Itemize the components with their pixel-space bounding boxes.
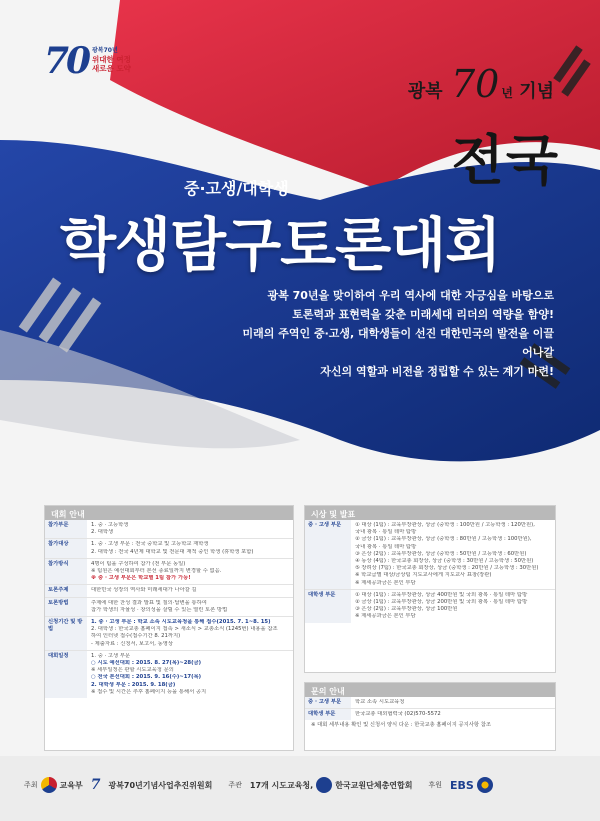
info-row-line: 2. 대학생 — [91, 529, 114, 536]
info-row-line: 대한민국 성장의 역사와 미래세대가 나아갈 길 — [91, 587, 197, 594]
info-row — [45, 520, 293, 539]
anniversary-heading — [408, 62, 554, 106]
main-title: 학생탐구토론대회 — [60, 211, 501, 279]
host1: 교육부 — [59, 780, 83, 790]
intro-line1: 광복 70년을 맞이하여 우리 역사에 대한 자긍심을 바탕으로 — [267, 289, 554, 302]
info-row-label: 토론방법 — [45, 598, 87, 616]
info-row-line: ※ 중 · 고생 부문은 학교별 1팀 참가 가능! — [91, 575, 191, 582]
award-row-line: 국내 광복 · 통일 테마 탐방 — [355, 543, 417, 550]
contact-row — [305, 697, 555, 709]
intro-line3: 미래의 주역인 중·고생, 대학생들이 선진 대한민국의 발전을 이끌어나갈 — [242, 327, 554, 359]
award-row — [305, 520, 555, 590]
awards-rows — [305, 520, 555, 623]
award-row-line: ※ 제세공과금은 본인 부담 — [355, 579, 416, 586]
contact-row-value — [351, 709, 555, 720]
logo-line3: 새로운 도약 — [92, 64, 131, 73]
award-row-line: ③ 은상 (2팀) : 교육부장관상, 상금 (중학생 : 50만원 / 고등학생 : 60만원) — [355, 550, 527, 557]
award-row-value — [351, 590, 555, 623]
organizer2: 한국교원단체총연합회 — [335, 780, 413, 790]
info-row-line: ※ 세부일정은 관할 시도교육청 문의 — [91, 667, 174, 674]
intro-line4: 자신의 역할과 비전을 정립할 수 있는 계기 마련! — [320, 365, 554, 378]
info-row-line: ○ 시도 예선대회 : 2015. 8. 27(목)~28(금) — [91, 660, 202, 667]
award-row-line: ① 대상 (1팀) : 교육부장관상, 상금 (중학생 : 100만원 / 고등학생 : 120만원), — [355, 522, 535, 528]
contact-panel-title: 문의 안내 — [305, 683, 555, 697]
info-row — [45, 598, 293, 617]
contact-row — [305, 709, 555, 720]
ebs-logo-icon — [477, 777, 493, 793]
anniversary-logo — [44, 40, 154, 86]
info-row-value — [87, 617, 293, 650]
info-row-label: 대회일정 — [45, 651, 87, 698]
logo-number: 70 — [44, 40, 89, 82]
award-row-label: 중 · 고생 부문 — [305, 520, 351, 589]
info-row-label: 참가부문 — [45, 520, 87, 538]
info-row-value — [87, 520, 293, 538]
info-row-line: 하여 인터넷 접수(접수기간 8. 21까지) — [91, 633, 181, 640]
organizer-label: 주관 — [228, 781, 242, 789]
info-row-value — [87, 598, 293, 616]
award-row-line: 국내 광복 · 통일 테마 탐방 — [355, 529, 417, 536]
contact-rows — [305, 697, 555, 720]
anniv-prefix: 광복 — [407, 81, 443, 102]
awards-panel — [304, 505, 556, 673]
info-row-value — [87, 651, 293, 698]
award-row-line: ※ 학교급별 대상/금상팀 지도교사에게 지도교사 표창(장관) — [355, 572, 492, 579]
info-row — [45, 585, 293, 597]
info-row-value — [87, 585, 293, 596]
info-panel-title: 대회 안내 — [45, 506, 293, 520]
info-row-line: 2. 대학생 : 한국교총 홈페이지 접속 > 새소식 > 교총소식 (1245번) 내용을 참조 — [91, 626, 278, 633]
info-row-line: 4명이 팀을 구성하여 참가 (전 부문 동일) — [91, 560, 186, 567]
logo-line2: 위대한 여정 — [92, 55, 131, 64]
award-row-line: ⑤ 장려상 (7팀) : 한국교총 회장상, 상금 (중학생 : 20만원 / 고등학생 : 30만원) — [355, 565, 539, 572]
host2: 광복70년기념사업추진위원회 — [108, 780, 213, 790]
subtitle: 중·고생/대학생 — [184, 179, 289, 198]
award-row-line: ④ 동상 (4팀) : 한국교총 회장상, 상금 (중학생 : 30만원 / 고등학생 : 50만원) — [355, 558, 534, 565]
sponsor-label: 후원 — [428, 781, 443, 789]
info-row — [45, 539, 293, 558]
contact-row-value — [351, 697, 555, 708]
anniv-unit: 년 — [501, 86, 513, 100]
info-row-value — [87, 539, 293, 557]
info-rows — [45, 520, 293, 698]
info-row-line: 2. 대학생 : 전국 4년제 대학교 및 전문대 재적 중인 학생 (휴학생 포함) — [91, 548, 254, 555]
info-row — [45, 617, 293, 651]
anniv-suffix: 기념 — [519, 81, 554, 102]
intro-line2: 토론력과 표현력을 갖춘 미래세대 리더의 역량을 함양! — [292, 308, 554, 321]
info-row-value — [87, 559, 293, 585]
info-row-line: ※ 접수 및 시간은 추후 홈페이지 등을 통해서 공지 — [91, 688, 207, 695]
info-panel — [44, 505, 294, 751]
info-row — [45, 651, 293, 698]
info-row-line: ※ 팀원은 예선대회부터 본선 종료일까지 변경할 수 없음. — [91, 568, 222, 575]
sponsor: EBS — [450, 778, 474, 792]
award-row-line: ※ 제세공과금은 본인 부담 — [355, 613, 416, 620]
info-row-line: - 제출자료 : 신청서, 보고서, 동영상 — [91, 640, 174, 647]
moe-logo-icon — [41, 777, 57, 793]
kfta-logo-icon — [316, 777, 332, 793]
info-row-line: 1. 중 · 고생 부문 : 전국 중학교 및 고등학교 재학생 — [91, 541, 209, 548]
info-row-label: 신청기간 및 방법 — [45, 617, 87, 650]
award-row-line: ③ 은상 (2팀) : 교육부장관상, 상금 100만원 — [355, 606, 458, 613]
award-row-line: ② 금상 (1팀) : 교육부장관상, 상금 (중학생 : 80만원 / 고등학생 : 100만원), — [355, 536, 532, 543]
logo-line1: 광복70년 — [92, 47, 118, 54]
contact-row-label: 중 · 고생 부문 — [305, 697, 351, 708]
national-title: 전국 — [451, 129, 560, 192]
footer — [0, 756, 600, 821]
award-row-label: 대학생 부문 — [305, 590, 351, 623]
info-row — [45, 559, 293, 586]
anniv-number: 70 — [450, 62, 500, 106]
intro-text — [234, 286, 554, 381]
info-row-line: 1. 중 · 고등학생 — [91, 522, 129, 528]
info-row-line: 주제에 대한 찬성 결과 발표 및 질의·답변을 통하여 — [91, 599, 207, 606]
award-row-line: ① 대상 (1팀) : 교육부장관상, 상금 400만원 및 국외 광복 · 통일 테마 탐방 — [355, 591, 528, 598]
info-row-line: 1. 중 · 고생 부문 : 학교 소속 시도교육청을 통해 접수(2015. 7. 1~8. 15) — [91, 619, 271, 626]
contact-row-line: 한국교총 대외협력국 (02)570-5572 — [355, 711, 441, 718]
host-label: 주최 — [24, 781, 38, 789]
info-row-label: 참가방식 — [45, 559, 87, 585]
info-row-line: 2. 대학생 부문 : 2015. 9. 18(금) — [91, 681, 176, 688]
organizer1: 17개 시도교육청, — [249, 780, 314, 790]
info-row-line: 1. 중 · 고생 부문 — [91, 652, 131, 659]
info-row-label: 토론주제 — [45, 585, 87, 596]
contact-row-label: 대학생 부문 — [305, 709, 351, 720]
contact-panel — [304, 682, 556, 751]
contact-note: ※ 대회 세부내용 확인 및 신청서 양식 다운 : 한국교총 홈페이지 공지사항 참조 — [311, 722, 491, 729]
award-row-line: ② 금상 (1팀) : 교육부장관상, 상금 200만원 및 국외 광복 · 통일 테마 탐방 — [355, 599, 528, 606]
award-row — [305, 590, 555, 623]
anniv-small-logo-icon: 7 — [90, 777, 101, 793]
award-row-value — [351, 520, 555, 589]
info-row-line: ○ 전국 본선대회 : 2015. 9. 16(수)~17(목) — [91, 674, 202, 681]
info-row-line: 참가 학생의 자율성 · 창의성을 살릴 수 있는 열린 토론 방법 — [91, 606, 228, 613]
contact-row-line: 학교 소속 시도교육청 — [355, 699, 405, 705]
info-row-label: 참가대상 — [45, 539, 87, 557]
awards-panel-title: 시상 및 발표 — [305, 506, 555, 520]
